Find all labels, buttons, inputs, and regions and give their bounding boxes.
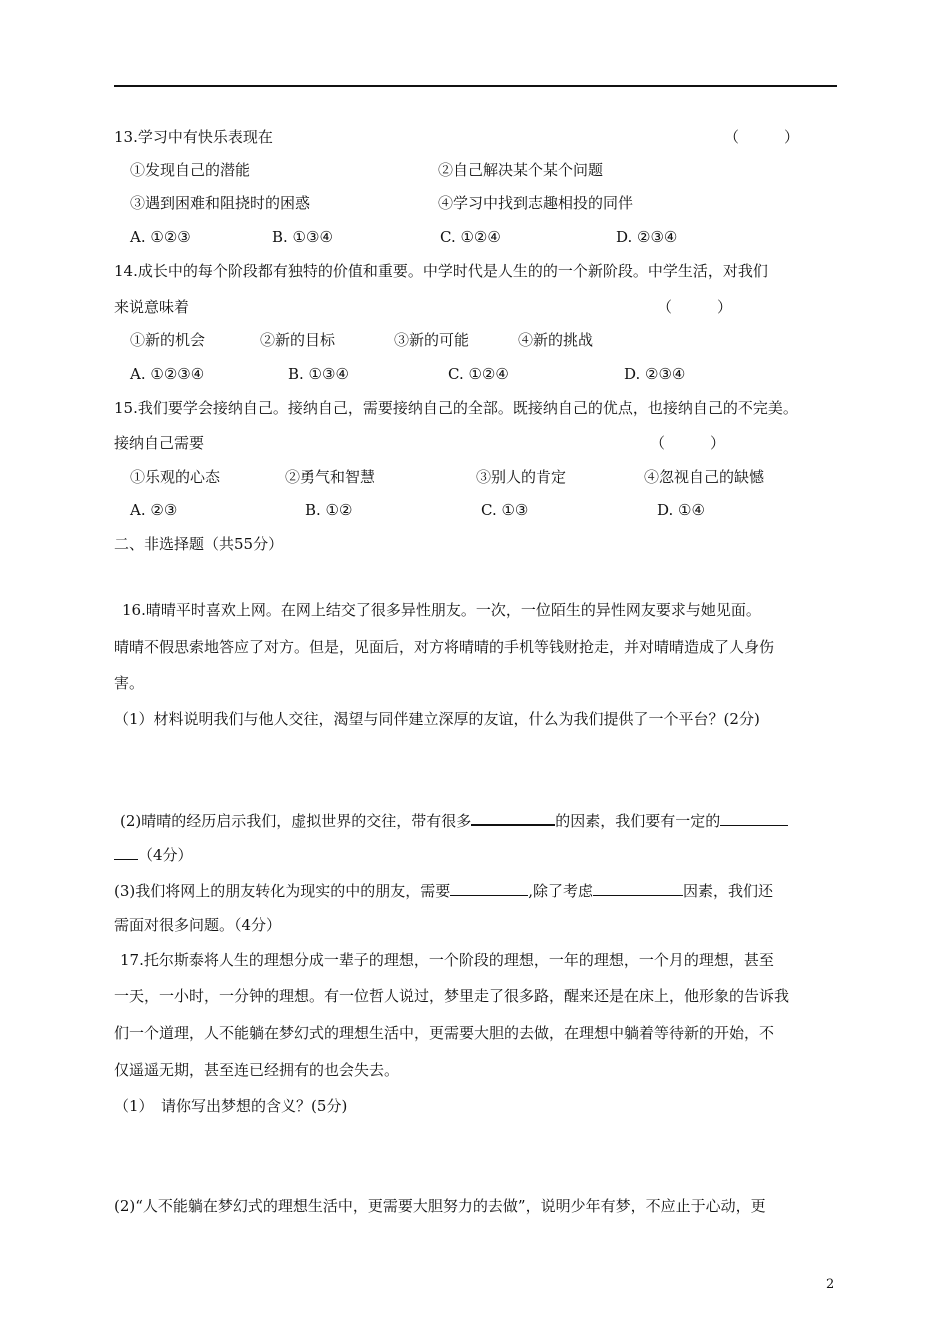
q16-sub-2-text-c: （4分） (138, 846, 193, 864)
q16-blank-4[interactable] (593, 881, 683, 896)
q13-item-2: ②自己解决某个某个问题 (438, 161, 604, 179)
q17-para-line-2: 一天，一小时，一分钟的理想。有一位哲人说过，梦里走了很多路，醒来还是在床上，他形象的告诉我 (114, 987, 790, 1005)
q16-blank-1[interactable] (471, 810, 555, 826)
q15-answer-paren: （ ） (650, 434, 726, 452)
q15-choice-d: D. ①④ (657, 501, 705, 519)
q16-blank-3[interactable] (450, 881, 528, 896)
q15-item-2: ②勇气和智慧 (285, 468, 376, 486)
q13-stem: 13.学习中有快乐表现在 (114, 128, 273, 146)
q16-sub-2-cont (114, 845, 193, 865)
q16-sub-1: （1）材料说明我们与他人交往，渴望与同伴建立深厚的友谊，什么为我们提供了一个平台？(2分) (114, 710, 760, 728)
q14-choice-b: B. ①③④ (288, 365, 349, 383)
q15-stem-line-1: 15.我们要学会接纳自己。接纳自己，需要接纳自己的全部。既接纳自己的优点，也接纳自己的不完美。 (114, 399, 798, 417)
header-rule (114, 85, 837, 87)
q16-sub-3-text-c: 因素，我们还 (683, 882, 774, 900)
q17-para-line-1: 17.托尔斯泰将人生的理想分成一辈子的理想，一个阶段的理想，一年的理想，一个月的理想，甚至 (120, 951, 774, 969)
q15-item-3: ③别人的肯定 (476, 468, 567, 486)
q14-item-2: ②新的目标 (260, 331, 336, 349)
q14-choice-a: A. ①②③④ (130, 365, 205, 383)
q15-choice-c: C. ①③ (481, 501, 529, 519)
q16-sub-2 (120, 810, 788, 831)
q14-item-3: ③新的可能 (394, 331, 470, 349)
q16-para-line-3: 害。 (114, 674, 145, 692)
q15-stem-line-2: 接纳自己需要 (114, 434, 205, 452)
q13-choice-a: A. ①②③ (130, 228, 191, 246)
page-number: 2 (826, 1277, 835, 1292)
q13-item-1: ①发现自己的潜能 (130, 161, 251, 179)
q16-sub-3 (114, 881, 773, 901)
q16-sub-3-text-b: ,除了考虑 (528, 882, 594, 900)
q13-choice-b: B. ①③④ (272, 228, 333, 246)
q14-stem-line-2: 来说意味着 (114, 298, 190, 316)
q17-para-line-3: 们一个道理，人不能躺在梦幻式的理想生活中，更需要大胆的去做，在理想中躺着等待新的开始，不 (114, 1024, 775, 1042)
q16-sub-3-cont: 需面对很多问题。（4分） (114, 916, 282, 934)
q14-choice-c: C. ①②④ (448, 365, 509, 383)
q13-answer-paren: （ ） (724, 128, 800, 146)
q16-sub-2-text-b: 的因素，我们要有一定的 (555, 812, 721, 830)
q15-choice-a: A. ②③ (130, 501, 178, 519)
section-heading: 二、非选择题（共55分） (114, 535, 284, 553)
q17-para-line-4: 仅遥遥无期，甚至连已经拥有的也会失去。 (114, 1061, 400, 1079)
q14-stem-line-1: 14.成长中的每个阶段都有独特的价值和重要。中学时代是人生的的一个新阶段。中学生活，对我们 (114, 262, 768, 280)
q16-para-line-1: 16.晴晴平时喜欢上网。在网上结交了很多异性朋友。一次，一位陌生的异性网友要求与她见面。 (122, 601, 761, 619)
q16-sub-2-text-a: (2)晴晴的经历启示我们，虚拟世界的交往，带有很多 (120, 812, 472, 830)
q14-item-1: ①新的机会 (130, 331, 206, 349)
q17-sub-2: (2)“人不能躺在梦幻式的理想生活中，更需要大胆努力的去做”，说明少年有梦，不应止于心动，更 (114, 1197, 766, 1215)
q15-item-4: ④忽视自己的缺憾 (644, 468, 765, 486)
q16-blank-2[interactable] (720, 811, 788, 826)
q13-choice-d: D. ②③④ (616, 228, 678, 246)
q16-blank-2-cont[interactable] (114, 845, 138, 860)
q17-sub-1: （1） 请你写出梦想的含义？(5分) (114, 1097, 348, 1115)
q14-item-4: ④新的挑战 (518, 331, 594, 349)
q14-choice-d: D. ②③④ (624, 365, 686, 383)
q15-choice-b: B. ①② (305, 501, 353, 519)
q16-sub-3-text-a: (3)我们将网上的朋友转化为现实的中的朋友，需要 (114, 882, 451, 900)
q15-item-1: ①乐观的心态 (130, 468, 221, 486)
q13-item-4: ④学习中找到志趣相投的同伴 (438, 194, 634, 212)
q16-para-line-2: 晴晴不假思索地答应了对方。但是，见面后，对方将晴晴的手机等钱财抢走，并对晴晴造成了人身伤 (114, 638, 775, 656)
q13-choice-c: C. ①②④ (440, 228, 501, 246)
q14-answer-paren: （ ） (657, 298, 733, 316)
q13-item-3: ③遇到困难和阻挠时的困惑 (130, 194, 311, 212)
